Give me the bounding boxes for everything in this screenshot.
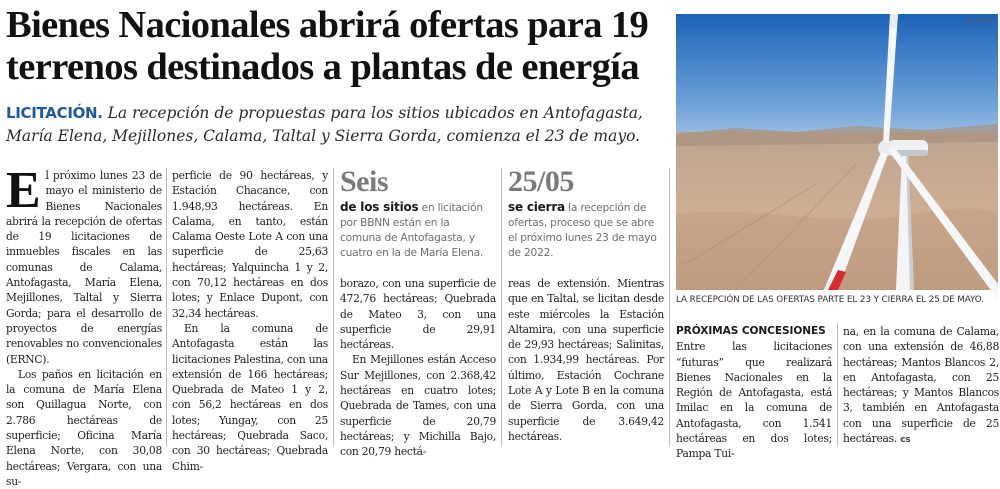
stat-description	[508, 200, 658, 261]
article-paragraph: En la comuna de Antofagasta están las licitaciones Palestina, con una extensión de 166 hectáreas; Quebrada de Mateo 1 y 2, con 56,2 hectáreas en dos lotes; Yungay, con 25 hectáreas; Quebrada Saco, con 30 hectáreas; Quebrada Chim-	[172, 321, 328, 473]
article-paragraph	[843, 324, 999, 448]
article-paragraph: perficie de 90 hectáreas, y Estación Chacance, con 1.948,93 hectáreas. En Calama, en tanto, están Calama Oeste Lote A con una superficie de 25,63 hectáreas; Yalquincha 1 y 2, con 70,12 hectáreas en dos lotes; y Enlace Dupont, con 32,34 hectáreas.	[172, 169, 328, 320]
drop-cap: E	[6, 162, 41, 219]
column-divider	[837, 324, 838, 446]
stat-number: Seis	[340, 165, 389, 198]
article-column-2	[172, 168, 328, 474]
column-divider	[166, 168, 167, 446]
headline-line-1: Bienes Nacionales abrirá ofertas para 19	[6, 4, 649, 46]
article-text: l próximo lunes 23 de mayo el ministerio de Bienes Nacionales abrirá la recepción de ofertas de 19 licitaciones de inmuebles fiscales en las comunas de Calama, Antofagasta, María Elena, Mejillones, Taltal y Sierra Gorda; para el desarrollo de proyectos de energías renovables no convencionales (ERNC).	[6, 169, 162, 366]
headline	[6, 4, 670, 88]
column-divider	[501, 168, 502, 446]
stat-number: 25/05	[508, 165, 574, 198]
article-paragraph: Los paños en licitación en la comuna de María Elena son Quillagua Norte, con 2.786 hectáreas de superficie; Oficina María Elena Norte, con 30,08 hectáreas; Vergara, con una su-	[6, 367, 162, 488]
section-title: PRÓXIMAS CONCESIONES	[676, 325, 826, 337]
stat-text: la recepción de ofertas, proceso que se abre el próximo lunes 23 de mayo de 2022.	[508, 202, 657, 259]
stat-description	[340, 200, 490, 261]
article-column-5	[676, 324, 832, 462]
end-mark: cs	[900, 435, 911, 446]
headline-line-2: terrenos destinados a plantas de energía	[6, 46, 640, 88]
article-column-6	[843, 324, 999, 448]
article-paragraph	[6, 162, 162, 367]
article-paragraph: Entre las licitaciones “futuras” que realizará Bienes Nacionales en la Región de Antofagasta, está Imilac en la comuna de Antofagasta, con 1.541 hectáreas en dos lotes; Pampa Tui-	[676, 340, 832, 461]
wind-turbine-photo	[676, 14, 998, 290]
article-column-1	[6, 162, 162, 489]
deck-text: La recepción de propuestas para los sitios ubicados en Antofagasta, María Elena, Mejillones, Calama, Taltal y Sierra Gorda, comienza el 23 de mayo.	[6, 104, 643, 145]
photo-caption: LA RECEPCIÓN DE LAS OFERTAS PARTE EL 23 Y CIERRA EL 25 DE MAYO.	[676, 295, 984, 305]
photo-credit: CEDIDA	[965, 17, 994, 25]
wind-turbine-image	[676, 14, 998, 290]
deck-subtitle	[6, 102, 670, 148]
column-divider	[333, 168, 334, 446]
stat-text: en licitación por BBNN están en la comuna de Antofagasta, y cuatro en la de María Elena.	[340, 202, 484, 259]
stat-box-seis	[340, 166, 490, 261]
stat-box-fecha	[508, 166, 658, 261]
article-paragraph: En Mejillones están Acceso Sur Mejillones, con 2.368,42 hectáreas en cuatro lotes; Quebrada de Tames, con una superficie de 20,79 hectáreas; y Michilla Bajo, con 20,79 hectá-	[340, 353, 496, 459]
article-paragraph: borazo, con una superficie de 472,76 hectáreas; Quebrada de Mateo 3, con una superficie de 29,91 hectáreas.	[340, 277, 496, 352]
column-divider	[669, 168, 670, 446]
article-paragraph: reas de extensión. Mientras que en Taltal, se licitan desde este miércoles la Estación Altamira, con una superficie de 29,93 hectáreas; Salinitas, con 1.934,99 hectáreas. Por último, Estación Cochrane Lote A y Lote B en la comuna de Sierra Gorda, con una superficie de 3.649,42 hectáreas.	[508, 277, 664, 443]
stat-lead: se cierra	[508, 200, 565, 214]
stat-lead: de los sitios	[340, 200, 419, 214]
article-text: na, en la comuna de Calama, con una extensión de 46,88 hectáreas; Mantos Blancos 2, en Antofagasta, con 25 hectáreas; y Mantos Blancos 3, también en Antofagasta con una superficie de 25 hectáreas.	[843, 325, 999, 446]
article-column-3	[340, 276, 496, 460]
deck-kicker: LICITACIÓN.	[6, 104, 103, 122]
article-column-4	[508, 276, 664, 444]
